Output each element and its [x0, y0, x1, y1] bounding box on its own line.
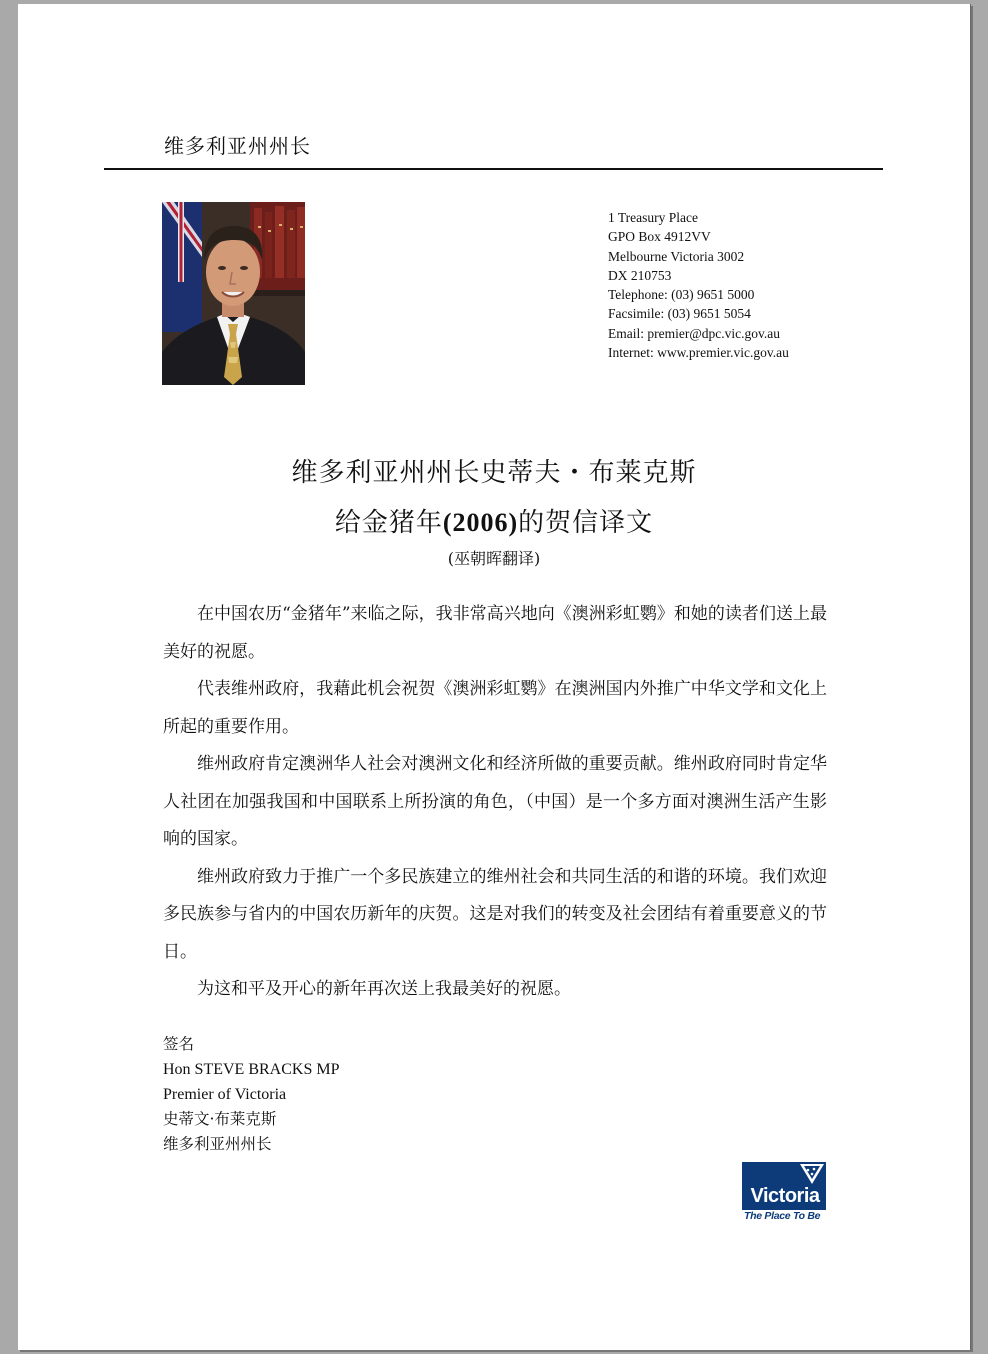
- contact-block: [608, 208, 789, 362]
- signer-title-zh: 维多利亚州州长: [163, 1135, 272, 1153]
- contact-city: Melbourne Victoria 3002: [608, 248, 745, 264]
- contact-dx: DX 210753: [608, 267, 672, 283]
- title-line2-prefix: 给金猪年: [334, 508, 443, 538]
- premier-portrait: [162, 202, 305, 385]
- letterhead-title: 维多利亚州州长: [164, 134, 311, 158]
- signer-title-en: Premier of Victoria: [163, 1086, 287, 1103]
- paragraph: 在中国农历“金猪年”来临之际，我非常高兴地向《澳洲彩虹鹦》和她的读者们送上最美好的祝愿。: [163, 604, 827, 662]
- letter-body: [163, 596, 827, 1009]
- paragraph: 维州政府致力于推广一个多民族建立的维州社会和共同生活的和谐的环境。我们欢迎多民族参与省内的中国农历新年的庆贺。这是对我们的转变及社会团结有着重要意义的节日。: [163, 866, 827, 962]
- contact-po-box: GPO Box 4912VV: [608, 229, 711, 245]
- title-line2-suffix: 的贺信译文: [518, 508, 654, 538]
- contact-internet: Internet: www.premier.vic.gov.au: [608, 345, 789, 361]
- signer-name-zh: 史蒂文·布莱克斯: [163, 1110, 277, 1128]
- header-divider: [104, 168, 883, 170]
- paragraph: 代表维州政府，我藉此机会祝贺《澳洲彩虹鹦》在澳洲国内外推广中华文学和文化上所起的重要作用。: [163, 679, 827, 737]
- title-year: (2006): [442, 508, 519, 537]
- contact-address-line: 1 Treasury Place: [608, 210, 698, 225]
- document-title-line1: 维多利亚州州长史蒂夫・布莱克斯: [291, 458, 697, 488]
- contact-email: Email: premier@dpc.vic.gov.au: [608, 325, 780, 341]
- logo-tagline: The Place To Be: [744, 1210, 821, 1222]
- signer-name-en: Hon STEVE BRACKS MP: [163, 1061, 340, 1078]
- contact-telephone: Telephone: (03) 9651 5000: [608, 287, 755, 303]
- document-title-line2: [18, 502, 970, 539]
- paragraph: 为这和平及开心的新年再次送上我最美好的祝愿。: [197, 979, 571, 999]
- signature-block: [163, 1032, 339, 1157]
- document-page: [18, 4, 971, 1350]
- signature-label: 签名: [163, 1035, 195, 1053]
- translator-credit: (巫朝晖翻译): [447, 549, 541, 568]
- contact-facsimile: Facsimile: (03) 9651 5054: [608, 306, 751, 322]
- paragraph: 维州政府肯定澳洲华人社会对澳洲文化和经济所做的重要贡献。维州政府同时肯定华人社团在加强我国和中国联系上所扮演的角色，（中国）是一个多方面对澳洲生活产生影响的国家。: [163, 754, 827, 849]
- victoria-logo: [742, 1162, 828, 1224]
- logo-wordmark: Victoria: [750, 1185, 820, 1207]
